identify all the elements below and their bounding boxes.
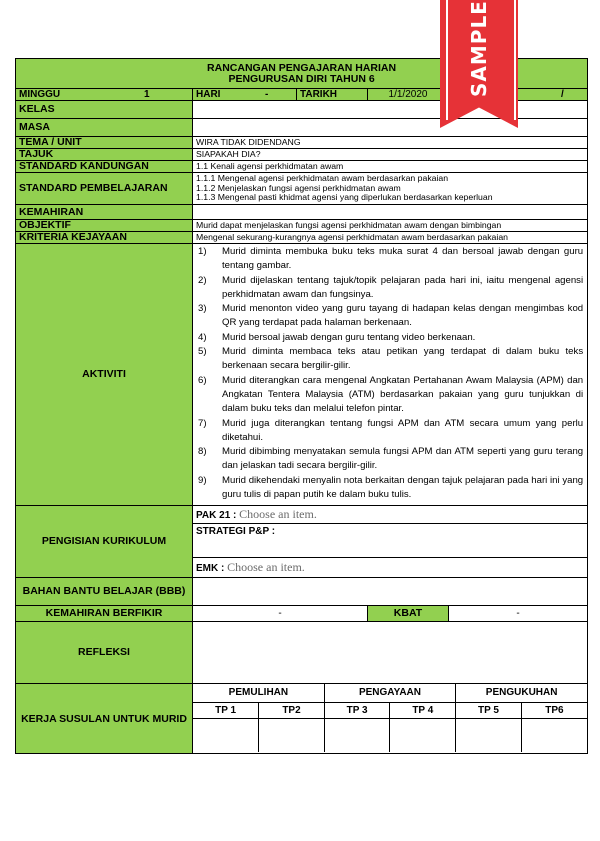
tp-4: TP 4 bbox=[412, 704, 434, 716]
standard-kandungan-label: STANDARD KANDUNGAN bbox=[19, 160, 149, 172]
pak21-row bbox=[16, 506, 588, 524]
kelas-label: KELAS bbox=[19, 103, 55, 115]
kemahiran-berfikir-value[interactable]: - bbox=[278, 608, 282, 619]
item-number: 8) bbox=[198, 446, 207, 458]
tp-2-cell[interactable] bbox=[259, 718, 325, 752]
standard-pembelajaran-item[interactable]: 1.1.3 Mengenal pasti khidmat agensi yang diperlukan berdasarkan keperluan bbox=[196, 192, 493, 203]
tp-6-cell[interactable] bbox=[521, 718, 587, 752]
tp-2: TP2 bbox=[282, 704, 301, 716]
item-text: Murid menonton video yang guru tayang di hadapan kelas dengan mengimbas kod QR yang terdapat pada halaman berkenaan. bbox=[222, 303, 584, 329]
tp-6: TP6 bbox=[545, 704, 564, 716]
objektif-label: OBJEKTIF bbox=[19, 219, 71, 231]
item-number: 3) bbox=[198, 303, 207, 315]
lesson-plan-table bbox=[15, 58, 588, 754]
aktiviti-item[interactable] bbox=[196, 445, 583, 474]
aktiviti-item[interactable] bbox=[196, 245, 583, 274]
item-number: 5) bbox=[198, 346, 207, 358]
tp-4-cell[interactable] bbox=[390, 718, 456, 752]
objektif-value[interactable]: Murid dapat menjelaskan fungsi agensi perkhidmatan awam dengan bimbingan bbox=[196, 219, 502, 230]
lesson-plan-sheet bbox=[15, 58, 587, 754]
kerja-susulan-row bbox=[16, 684, 588, 754]
kbat-value[interactable]: - bbox=[516, 608, 520, 619]
tema-row bbox=[16, 137, 588, 149]
refleksi-label: REFLEKSI bbox=[78, 646, 130, 658]
standard-pembelajaran-item[interactable]: 1.1.2 Menjelaskan fungsi agensi perkhidmatan awam bbox=[196, 182, 401, 193]
tp-1-cell[interactable] bbox=[193, 718, 259, 752]
kriteria-value[interactable]: Mengenal sekurang-kurangnya agensi perkhidmatan awam berdasarkan pakaian bbox=[196, 231, 508, 242]
item-text: Murid dijelaskan tentang tajuk/topik pelajaran pada hari ini, iaitu mengenal agensi perkhidmatan awam dan fungsinya. bbox=[222, 274, 584, 300]
item-number: 9) bbox=[198, 474, 207, 486]
item-text: Murid diminta membuka buku teks muka surat 4 dan bersoal jawab dengan guru tentang gambar. bbox=[222, 246, 584, 272]
aktiviti-list bbox=[196, 245, 583, 502]
masa-row bbox=[16, 119, 588, 137]
standard-kandungan-value[interactable]: 1.1 Kenali agensi perkhidmatan awam bbox=[196, 160, 344, 171]
aktiviti-item[interactable] bbox=[196, 274, 583, 303]
tajuk-row bbox=[16, 149, 588, 161]
aktiviti-item[interactable] bbox=[196, 474, 583, 503]
refleksi-row bbox=[16, 622, 588, 684]
tp-1: TP 1 bbox=[215, 704, 237, 716]
masa-label: MASA bbox=[19, 121, 50, 133]
item-text: Murid dibimbing menyatakan semula fungsi APM dan ATM seperti yang guru terang dan jelaskan tadi secara bergilir-gilir. bbox=[222, 446, 584, 472]
aktiviti-item[interactable] bbox=[196, 417, 583, 446]
minggu-value[interactable]: 1 bbox=[144, 89, 150, 100]
aktiviti-item[interactable] bbox=[196, 302, 583, 331]
kemahiran-label: KEMAHIRAN bbox=[19, 205, 84, 218]
item-text: Murid diterangkan cara mengenal Angkatan Pertahanan Awam Malaysia (APM) dan Angkatan Tentera Malaysia (ATM) berdasarkan pakaian yang guru tunjukkan di dalam buku teks dan melalui telefon pintar. bbox=[222, 374, 584, 415]
bbb-row bbox=[16, 578, 588, 606]
group-pengukuhan: PENGUKUHAN bbox=[485, 687, 558, 699]
objektif-row bbox=[16, 220, 588, 232]
item-number: 6) bbox=[198, 374, 207, 386]
tajuk-label: TAJUK bbox=[19, 148, 54, 160]
emk-label: EMK : bbox=[196, 562, 225, 574]
emk-dropdown[interactable]: Choose an item. bbox=[227, 559, 305, 574]
tp-3: TP 3 bbox=[346, 704, 368, 716]
item-number: 4) bbox=[198, 331, 207, 343]
group-pemulihan: PEMULIHAN bbox=[228, 687, 289, 699]
tp-3-cell[interactable] bbox=[324, 718, 390, 752]
tp-5-cell[interactable] bbox=[456, 718, 522, 752]
group-pengayaan: PENGAYAAN bbox=[358, 687, 421, 699]
tarikh-label: TARIKH bbox=[300, 89, 338, 100]
aktiviti-item[interactable] bbox=[196, 374, 583, 417]
tp-5: TP 5 bbox=[477, 704, 499, 716]
title-line-1: RANCANGAN PENGAJARAN HARIAN bbox=[207, 61, 397, 74]
tarikh-value[interactable]: 1/1/2020 bbox=[388, 89, 428, 100]
strategi-label: STRATEGI P&P : bbox=[196, 526, 276, 537]
item-text: Murid dikehendaki menyalin nota berkaitan dengan tajuk pelajaran pada hari ini yang guru tulis di papan putih ke dalam buku tulis. bbox=[222, 474, 584, 501]
aktiviti-item[interactable] bbox=[196, 331, 583, 345]
standard-pembelajaran-label: STANDARD PEMBELAJARAN bbox=[19, 182, 168, 194]
minggu-label: MINGGU bbox=[19, 89, 61, 100]
pak21-label: PAK 21 : bbox=[196, 509, 237, 521]
item-text: Murid bersoal jawab dengan guru tentang video berkenaan. bbox=[222, 331, 476, 343]
kbat-label: KBAT bbox=[393, 607, 423, 619]
masa-top-value[interactable]: / bbox=[561, 89, 564, 100]
kemahiran-row bbox=[16, 205, 588, 220]
item-text: Murid diminta membaca teks atau petikan yang terdapat di dalam buku teks berkenaan secara bergilir-gilir. bbox=[222, 346, 584, 372]
standard-pembelajaran-item[interactable]: 1.1.1 Mengenal agensi perkhidmatan awam berdasarkan pakaian bbox=[196, 173, 449, 184]
kerja-susulan-grid bbox=[193, 684, 587, 752]
standard-kandungan-row bbox=[16, 161, 588, 173]
item-number: 7) bbox=[198, 417, 207, 429]
item-number: 1) bbox=[198, 246, 207, 257]
hari-value[interactable]: - bbox=[265, 89, 269, 100]
pak21-dropdown[interactable]: Choose an item. bbox=[239, 506, 317, 521]
kemahiran-berfikir-label: KEMAHIRAN BERFIKIR bbox=[45, 607, 163, 619]
title-line-2: PENGURUSAN DIRI TAHUN 6 bbox=[228, 72, 375, 85]
item-text: Murid juga diterangkan tentang fungsi APM dan ATM secara umum yang perlu diketahui. bbox=[222, 417, 584, 443]
kriteria-label: KRITERIA KEJAYAAN bbox=[19, 231, 127, 243]
kerja-susulan-label: KERJA SUSULAN UNTUK MURID bbox=[21, 712, 187, 725]
aktiviti-item[interactable] bbox=[196, 345, 583, 374]
hari-label: HARI bbox=[196, 89, 221, 100]
pengisian-label: PENGISIAN KURIKULUM bbox=[41, 535, 167, 547]
aktiviti-label: AKTIVITI bbox=[82, 368, 126, 380]
tajuk-value[interactable]: SIAPAKAH DIA? bbox=[196, 148, 261, 159]
bbb-label: BAHAN BANTU BELAJAR (BBB) bbox=[22, 585, 186, 597]
kriteria-row bbox=[16, 232, 588, 244]
standard-pembelajaran-row bbox=[16, 173, 588, 205]
item-number: 2) bbox=[198, 274, 207, 286]
tema-value[interactable]: WIRA TIDAK DIDENDANG bbox=[196, 136, 301, 147]
kemahiran-berfikir-row bbox=[16, 606, 588, 622]
tema-label: TEMA / UNIT bbox=[19, 136, 82, 148]
sample-watermark-text: SAMPLE bbox=[467, 0, 491, 97]
aktiviti-row bbox=[16, 244, 588, 506]
